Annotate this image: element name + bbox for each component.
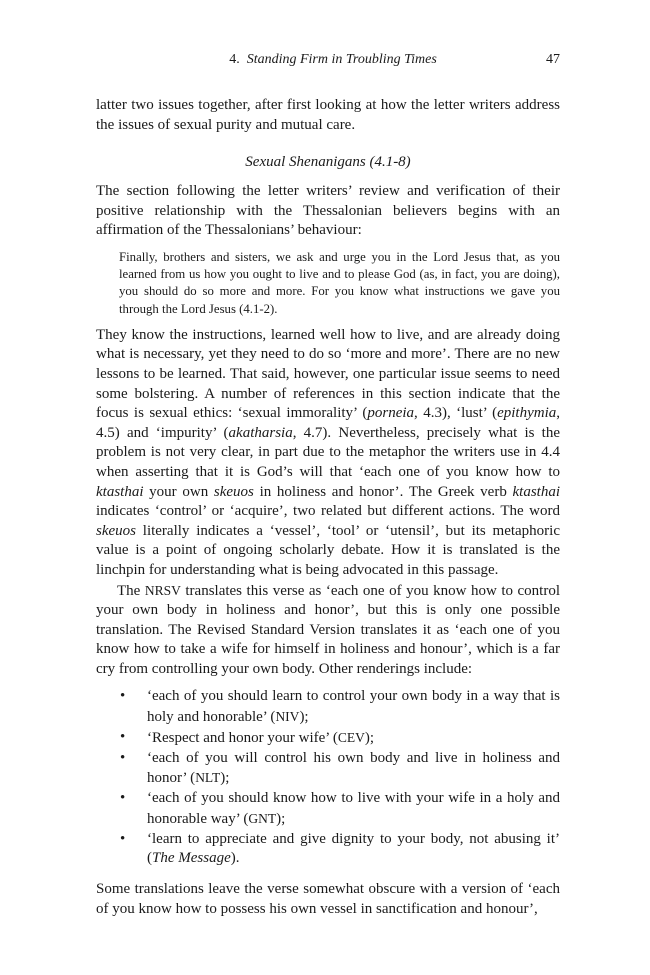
bullet-icon: • [120,830,126,847]
bullet-icon: • [120,790,126,807]
bullet-icon: • [120,728,126,745]
list-item: • ‘learn to appreciate and give dignity to your body, not abusing it’ (The Message). [120,830,560,867]
translation-list [96,687,560,868]
block-quote: Finally, brothers and sisters, we ask and urge you in the Lord Jesus that, as you learned from us how you ought to live and to please God (as, in fact, you are doing), you should do so more and more. For you know what instructions we gave you through the Lord Jesus (4.1-2). [119,249,560,316]
abbr-gnt: GNT [248,810,277,826]
paragraph-sexual-ethics: They know the instructions, learned well how to live, and are already doing what is necessary, yet they need to do so ‘more and more’. There are no new lessons to be learned. That said, however, one particular issue seems to need some bolstering. A number of references in this section indicate that the focus is sexual ethics: ‘sexual immorality’ (porneia, 4.3), ‘lust’ (epithymia, 4.5) and ‘impurity’ (akatharsia, 4.7). Nevertheless, precisely what is the problem is not very clear, in part due to the metaphor the writers use in 4.4 when asserting that it is God’s will that ‘each one of you know how to ktasthai your own skeuos in holiness and honor’. The Greek verb ktasthai indicates ‘control’ or ‘acquire’, two related but different actions. The word skeuos literally indicates a ‘vessel’, ‘tool’ or ‘utensil’, but its metaphoric value is a point of ongoing scholarly debate. How it is translated is the linchpin for understanding what is being advocated in this passage. [96,326,561,578]
bullet-icon: • [120,688,126,705]
paragraph-translations: The NRSV translates this verse as ‘each one of you know how to control your own body in holiness and honor’, but this is only one possible translation. The Revised Standard Version translates it as ‘each one of you know how to take a wife for himself in holiness and honour’, which is a far cry from controlling your own body. Other renderings include: [96,582,560,677]
section-heading: Sexual Shenanigans (4.1-8) [245,154,411,171]
term-porneia: porneia [367,405,415,422]
abbr-nrsv: NRSV [144,582,181,598]
term-skeuos: skeuos [213,483,254,500]
term-ktasthai: ktasthai [96,483,144,500]
term-skeuos: skeuos [96,522,136,539]
book-page [96,52,560,919]
chapter-number: 4. [229,52,240,67]
abbr-niv: NIV [275,708,300,724]
term-akatharsia: akatharsia [228,424,293,441]
abbr-cev: CEV [337,729,365,745]
list-item: • ‘each of you will control his own body and live in holiness and honor’ (NLT); [120,750,560,787]
term-ktasthai: ktasthai [512,483,561,500]
abbr-nlt: NLT [195,770,221,786]
closing-paragraph: Some translations leave the verse somewhat obscure with a version of ‘each of you know how to possess his own vessel in sanctification and honour’, [96,881,560,917]
chapter-title: Standing Firm in Troubling Times [246,52,437,67]
paragraph-affirmation: The section following the letter writers’ review and verification of their positive relationship with the Thessalonian believers begins with an affirmation of the Thessalonians’ behaviour: [96,183,560,239]
term-epithymia: epithymia [497,405,557,422]
page-number: 47 [546,52,560,67]
bullet-icon: • [120,750,126,767]
list-item: • ‘each of you should know how to live with your wife in a holy and honorable way’ (GNT); [120,790,560,827]
source-the-message: The Message [152,850,231,867]
list-item: • ‘each of you should learn to control your own body in a way that is holy and honorable’ (NIV); [120,688,560,725]
intro-paragraph: latter two issues together, after first looking at how the letter writers address the issues of sexual purity and mutual care. [96,97,560,133]
list-item: • ‘Respect and honor your wife’ (CEV); [120,728,375,746]
running-header [96,52,560,72]
running-header-title [96,52,530,72]
